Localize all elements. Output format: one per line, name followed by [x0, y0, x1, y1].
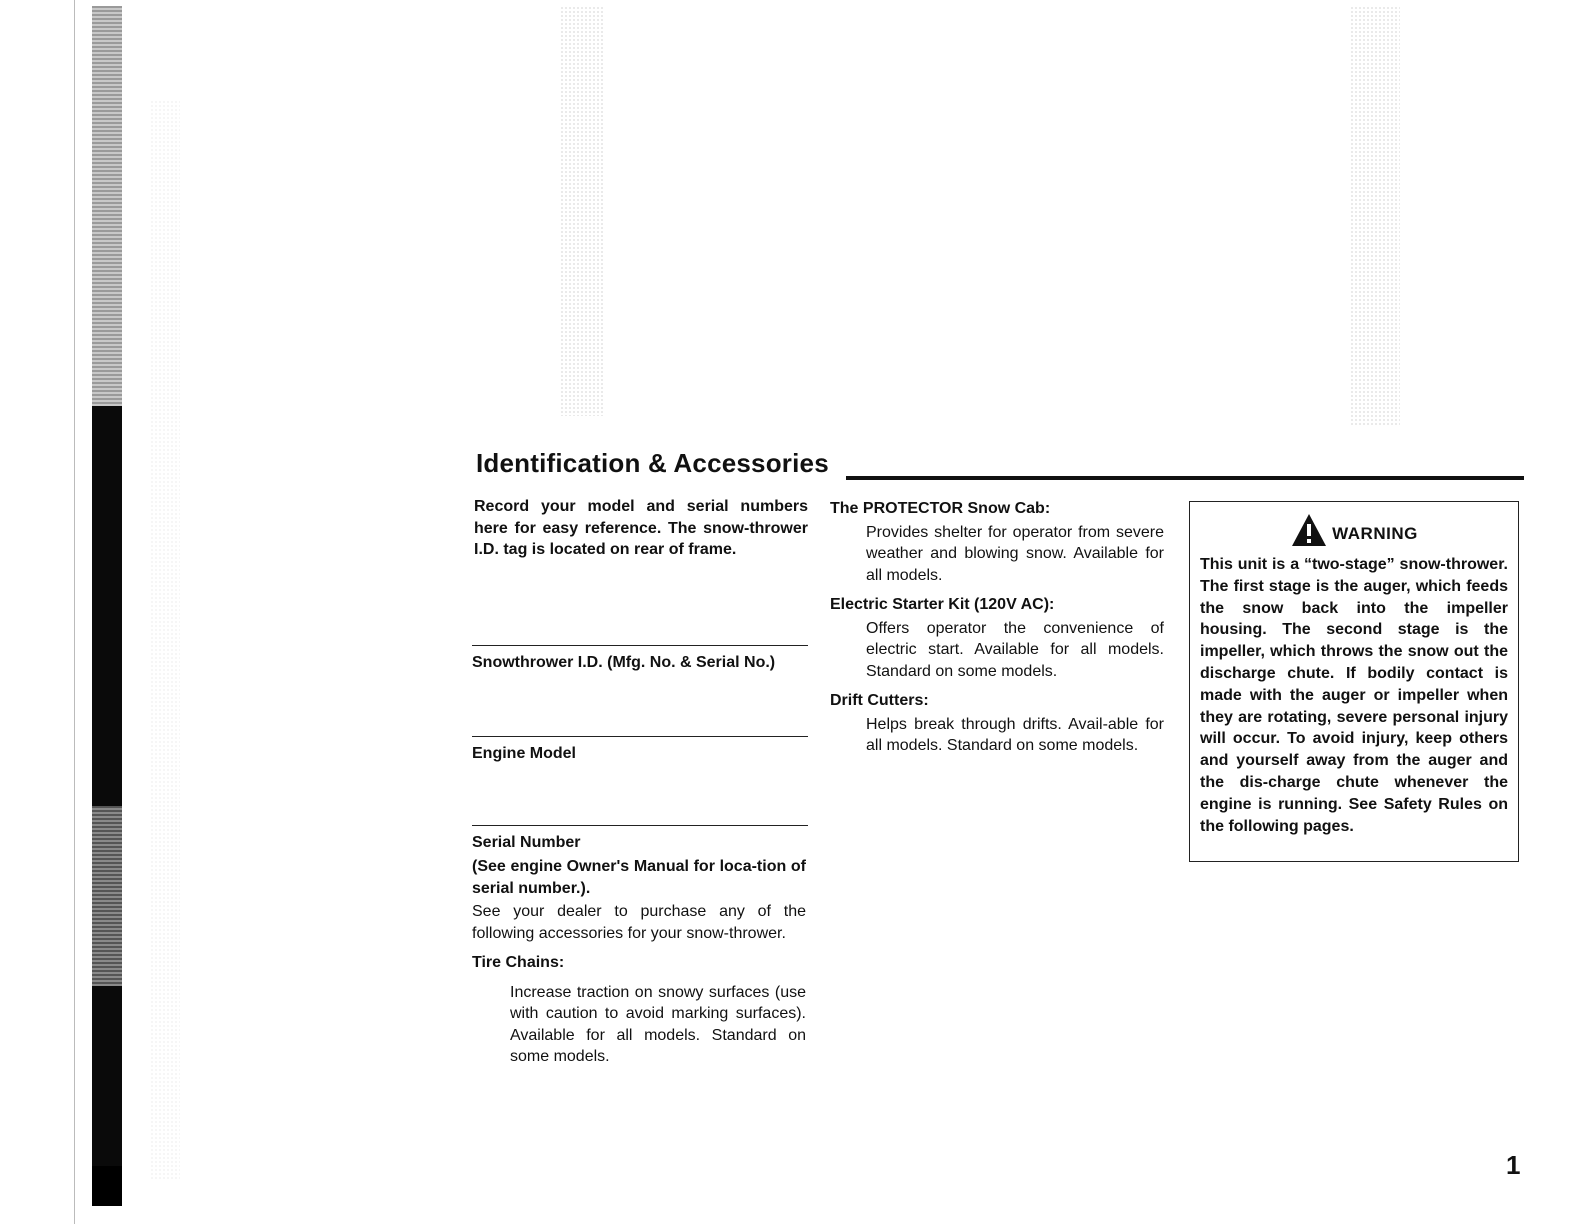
binding-strip — [92, 6, 122, 1206]
page-title: Identification & Accessories — [476, 448, 829, 478]
scan-halftone-right — [1350, 6, 1400, 426]
title-row — [476, 448, 1524, 482]
binding-strip-halftone-mid — [92, 806, 122, 986]
warning-box — [1189, 501, 1519, 862]
electric-starter-heading: Electric Starter Kit (120V AC): — [830, 596, 1055, 613]
warning-text: This unit is a “two-stage” snow-thrower. The first stage is the auger, which feeds the snow back into the impeller housing. The second stage is the impeller, which throws the snow out the discharge chute. If bodily contact is made with the auger or impeller when they are rotating, severe personal injury will occur. To avoid injury, keep others and yourself away from the auger and the dis-charge chute whenever the engine is running. See Safety Rules on the following pages. — [1200, 556, 1508, 835]
tire-chains-heading: Tire Chains: — [472, 954, 565, 971]
accessory-item — [830, 594, 1164, 682]
engine-model-label: Engine Model — [472, 745, 576, 762]
serial-number-field — [472, 825, 808, 854]
snowthrower-id-field — [472, 645, 808, 674]
write-in-line — [472, 645, 808, 646]
write-in-line — [472, 736, 808, 737]
binding-strip-foot — [92, 1166, 122, 1206]
warning-title: WARNING — [1332, 524, 1418, 544]
binding-edge-line — [74, 0, 75, 1224]
accessory-item — [830, 690, 1164, 757]
accessory-item — [830, 498, 1164, 586]
warning-triangle-icon — [1290, 512, 1328, 548]
scan-halftone-edge — [150, 100, 180, 1180]
engine-note: (See engine Owner's Manual for loca-tion of serial number.). — [472, 858, 806, 897]
electric-starter-body: Offers operator the convenience of electric start. Available for all models. Standard on some models. — [866, 619, 1164, 680]
drift-cutters-body: Helps break through drifts. Avail-able for all models. Standard on some models. — [866, 715, 1164, 754]
engine-model-field — [472, 736, 808, 765]
snow-cab-heading: The PROTECTOR Snow Cab: — [830, 500, 1051, 517]
snow-cab-body: Provides shelter for operator from severe weather and blowing snow. Available for all models. — [866, 523, 1164, 584]
left-column — [472, 496, 808, 1065]
engine-note-block — [472, 856, 806, 1068]
middle-column — [830, 498, 1164, 757]
page-number: 1 — [1506, 1150, 1521, 1180]
drift-cutters-heading: Drift Cutters: — [830, 692, 929, 709]
dealer-text: See your dealer to purchase any of the following accessories for your snow-thrower. — [472, 903, 806, 942]
binding-strip-halftone-top — [92, 6, 122, 406]
intro-text: Record your model and serial numbers here for easy reference. The snow-thrower I.D. tag is located on rear of frame. — [474, 498, 808, 558]
scan-halftone-left — [560, 6, 605, 416]
write-in-line — [472, 825, 808, 826]
tire-chains-body: Increase traction on snowy surfaces (use with caution to avoid marking surfaces). Available for all models. Standard on some models. — [510, 983, 806, 1065]
warning-header — [1200, 510, 1508, 550]
serial-number-label: Serial Number — [472, 834, 581, 851]
title-rule — [846, 476, 1524, 480]
snowthrower-id-label: Snowthrower I.D. (Mfg. No. & Serial No.) — [472, 654, 776, 671]
